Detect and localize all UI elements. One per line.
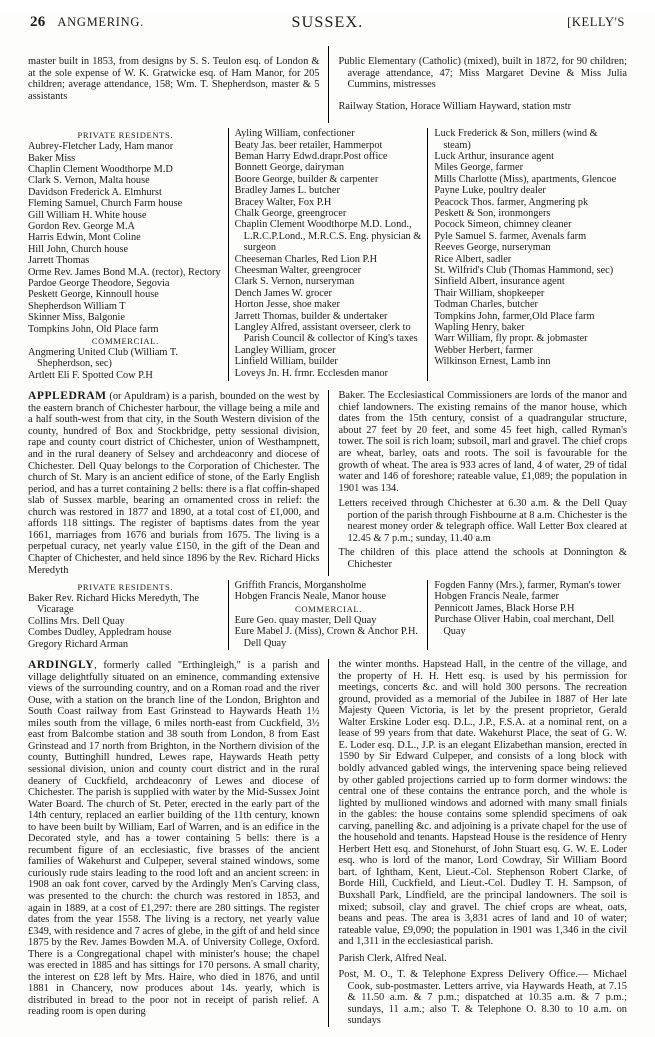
commercial-heading: COMMERCIAL. [91,336,159,347]
running-head-county: SUSSEX. [291,14,364,31]
angmering-col-2 [228,128,428,381]
directory-entry: Shepherdson William T [28,300,126,312]
directory-entry: Sinfield Albert, insurance agent [434,276,565,288]
directory-entry: Horton Jesse, shoe maker [234,299,340,311]
appledram-place-name: APPLEDRAM [28,389,107,403]
angmering-continued-block [28,46,627,123]
directory-entry: Ayling William, confectioner [234,128,355,140]
directory-entry: Pennicott James, Black Horse P.H [434,602,575,614]
directory-entry: Artlett Eli F. Spotted Cow P.H [28,369,153,381]
ardingly-body-left: , formerly called "Erthingleigh," is a parish and village delightfully situated on an eminence, commanding extensive views of the surrounding country, and on a Roman road and the river Ouse, with a station on the branch line of the London, Brighton and South Coast railway from East Grinstead to Haywards Heath 1½ miles south from the village, 6 miles north-east from Cuckfield, 3½ east from Balcombe station and 38 south from London, 8 from East Grinstead and 17 north from Brighton, in the Northern division of the county, Buttinghill hundred, Lewes rape, Haywards Heath petty sessional division, union and county court district and in the rural deanery of Cuckfield, archdeaconry of Lewes and diocese of Chichester. The parish is supplied with water by the Mid-Sussex Joint Water Board. The church of St. Peter, erected in the early part of the 14th century, replaced an earlier building of the 11th century, known to have been built by William, Earl of Warren, and is an edifice in the Decorated style, and has a tower containing 5 bells: there is a recumbent figure of an ecclesiastic, five brasses of the ancient families of Wakehurst and Culpeper, several stained windows, some curiously rude stairs leading to the rood loft and an ancient screen: in 1908 an oak font cover, carved by the Ardingly Men's Carving class, was presented to the church: the church was restored in 1853, and again in 1889, at a cost of £1,297: there are 280 sittings. The register dates from the year 1558. The living is a rectory, net yearly value £349, with residence and 7 acres of glebe, in the gift of and held since 1875 by the Rev. James Bowden M.A. of University College, Oxford. There is a Congregational chapel with minister's house; the chapel was erected in 1885 and has sittings for 170 persons. A small charity, the interest on £28 left by Mrs. Haire, who died in 1876, and until 1881 in Chancery, now produces about 14s. yearly, which is distributed in bread to the poor not in receipt of parish relief. A reading room is open during [28,660,320,1018]
directory-entry: Webber Herbert, farmer [434,344,533,356]
angmering-commercial-list-1 [28,347,223,381]
appledram-body-right: Baker. The Ecclesiastical Commissioners are lords of the manor and chief landowners. The existing remains of the manor house, which dates from the 15th century, consist of a quadrangular structure, about 27 feet by 20 feet, and some 45 feet high, called Ryman's tower. The soil is rich loam; subsoil, marl and gravel. The chief crops are wheat, barley, oats and roots. The soil is favourable for the growth of wheat. The area is 933 acres of land, 4 of water, 29 of tidal water and 146 of foreshore; rateable value, £1,089; the population in 1901 was 134. [338,390,627,494]
angmering-directory [28,128,627,381]
directory-entry: Luck Frederick & Son, millers (wind & steam) [434,128,598,151]
directory-entry: Hobgen Francis Neale, Manor house [234,591,386,603]
angmering-col-3 [427,128,627,381]
appledram-commercial-heading: COMMERCIAL. [294,603,362,614]
directory-entry: St. Wilfrid's Club (Thomas Hammond, sec) [434,265,614,277]
angmering-private-residents-list [28,141,223,335]
directory-entry: Clark S. Vernon, nurseryman [234,276,355,288]
appledram-commercial-list-3 [434,580,627,637]
directory-entry: Harris Edwin, Mont Coline [28,232,141,244]
directory-entry: Langley William, grocer [234,344,336,356]
directory-entry: Pyle Samuel S. farmer, Avenals farm [434,230,587,242]
appledram-col-2 [228,580,428,650]
running-head-place: ANGMERING. [57,15,144,29]
directory-entry: Pocock Simeon, chimney cleaner [434,219,572,231]
appledram-col-3 [427,580,627,650]
directory-entry: Eure Mabel J. (Miss), Crown & Anchor P.H. Dell Quay [234,626,418,649]
directory-entry: Purchase Oliver Habin, coal merchant, Dell Quay [434,614,615,637]
ardingly-body-right: the winter months. Hapstead Hall, in the centre of the village, and the property of H. H. Hett esq. is used by his permission for meetings, concerts &c. and will hold 300 persons. The recreation ground, provided as a memorial of the Jubilee in 1887 of Her late Majesty Queen Victoria, is let by the present proprietor, Gerald Walter Erskine Loder esq. D.L., J.P., F.S.A. at a nominal rent, on a lease of 99 years from that date. Wakehurst Place, the seat of G. W. E. Loder esq. D.L., J.P. is an elegant Elizabethan mansion, erected in 1590 by Sir Edward Culpeper, and consists of a long block with boldly advanced gabled wings, the intervening space being relieved by other gabled projections carried up to form dormer windows: the central one of these contains the entrance porch, and the whole is lighted by mullioned windows and adorned with many small finials in the gables: the house contains some splendid specimens of oak carving, panelling &c. and adjoining is a private chapel for the use of the household and tenants. Hapstead House is the residence of Henry Herbert Hett esq. and Stonehurst, of John Stuart esq. G. W. E. Loder esq. who is lord of the manor, Lord Cowdray, Sir William Boord bart. of Ightham, Kent, Lieut.-Col. Stephenson Robert Clarke, of Borde Hill, Cuckfield, and Lieut.-Col. Dudley T. H. Sampson, of Buxshall Park, Lindfield, are the principal landowners. The soil is mixed; subsoil, clay and gravel. The chief crops are wheat, oats, beans and peas. The area is 3,831 acres of land and 10 of water; rateable value, £9,090; the population in 1901 was 1,346 in the civil and 1,311 in the ecclesiastical parish. [338,659,627,948]
directory-entry: Griffith Francis, Morgansholme [234,580,367,592]
directory-entry: Collins Mrs. Dell Quay [28,615,125,627]
directory-entry: Chalk George, greengrocer [234,208,347,220]
page-number: 26 [30,14,46,30]
ardingly-place-name: ARDINGLY [28,658,95,672]
ardingly-article [28,659,627,1027]
directory-entry: Combes Dudley, Appledram house [28,627,172,639]
directory-entry: Langley Alfred, assistant overseer, clerk to Parish Council & collector of King's taxes [234,322,418,345]
appledram-article [28,390,627,576]
directory-entry: Tompkins John, farmer,Old Place farm [434,310,595,322]
appledram-private-residents-heading: PRIVATE RESIDENTS. [77,582,174,593]
directory-entry: Angmering United Club (William T. Shepherdson, sec) [28,347,178,370]
directory-entry: Clark S. Vernon, Malta house [28,175,150,187]
directory-entry: Aubrey-Fletcher Lady, Ham manor [28,141,174,153]
directory-entry: Baker Rev. Richard Hicks Meredyth, The Vicarage [28,593,199,616]
directory-entry: Bradley James L. butcher [234,185,340,197]
directory-entry: Thair William, shopkeeper [434,287,545,299]
appledram-post-note: Letters received through Chichester at 6.30 a.m. & the Dell Quay portion of the parish through Fishbourne at 8 a.m. Chichester is the nearest money order & telegraph office. Wall Letter Box cleared at 12.45 & 7 p.m.; sunday, 11.40 a.m [338,498,627,544]
directory-entry: Cheesman Walter, greengrocer [234,265,362,277]
ardingly-article-text-left [28,659,320,1018]
directory-entry: Loveys Jn. H. frmr. Ecclesden manor [234,367,388,379]
appledram-body-left: (or Apuldram) is a parish, bounded on the west by the eastern branch of Chichester harbour, the village being a mile and a half south-west from that city, in the South Western division of the county, hundred of Box and Stockbridge, petty sessional division, rape and county court district of Chichester, union of Westhampnett, and in the rural deanery of Selsey and archdeaconry and diocese of Chichester. Dell Quay belongs to the Corporation of Chichester. The church of St. Mary is an ancient edifice of stone, of the Early English period, and has a turret containing 2 bells: there is a flat coffin-shaped slab of Sussex marble, bearing an ornamented cross in relief: the church was restored in 1877 and 1890, at a total cost of £1,000, and affords 118 sittings. The register of baptisms dates from the year 1661, marriages from 1676 and burials from 1675. The living is a perpetual curacy, net yearly value £150, in the gift of the Dean and Chapter of Chichester, and held since 1896 by the Rev. Richard Hicks Meredyth [28,391,320,576]
directory-entry: Payne Luke, poultry dealer [434,185,546,197]
appledram-residents-list-2 [235,580,423,603]
angmering-col-1 [28,128,228,381]
directory-entry: Pardoe George Theodore, Segovia [28,278,170,290]
directory-entry: Peskett George, Kinnoull house [28,289,159,301]
directory-entry: Todman Charles, butcher [434,299,538,311]
directory-entry: Boore George, builder & carpenter [234,173,379,185]
directory-entry: Fogden Fanny (Mrs.), farmer, Ryman's tower [434,580,621,592]
directory-entry: Miles George, farmer [434,162,524,174]
angmering-continued-left-col [28,46,328,123]
appledram-residents-list-1 [28,593,223,650]
directory-entry: Beaty Jas. beer retailer, Hammerpot [234,139,383,151]
directory-entry: Mills Charlotte (Miss), apartments, Glencoe [434,173,617,185]
directory-entry: Bonnett George, dairyman [234,162,344,174]
directory-page [0,14,655,1037]
directory-entry: Chaplin Clement Woodthorpe M.D. Lond., L.R.C.P.Lond., M.R.C.S. Eng. physician & surgeon [234,219,422,254]
directory-entry: Cheeseman Charles, Red Lion P.H [234,253,378,265]
angmering-catholic-school-note: Public Elementary (Catholic) (mixed), built in 1872, for 90 children; average attendance, 47; Miss Margaret Devine & Miss Julia Cummins, mistresses [338,56,627,91]
running-head-publisher: [KELLY'S [567,15,625,29]
directory-entry: Hill John, Church house [28,243,129,255]
directory-entry: Davidson Frederick A. Elmhurst [28,186,162,198]
directory-entry: Luck Arthur, insurance agent [434,150,554,162]
directory-entry: Gregory Richard Arman [28,638,129,650]
directory-entry: Chaplin Clement Woodthorpe M.D [28,163,173,175]
appledram-directory [28,580,627,650]
ardingly-article-right [328,659,628,1027]
appledram-commercial-list-2 [235,615,423,649]
directory-entry: Peacock Thos. farmer, Angmering pk [434,196,589,208]
running-head [30,14,625,40]
section-spacer-3 [0,650,655,659]
directory-entry: Dench James W. grocer [234,287,332,299]
ardingly-post-office: Post, M. O., T. & Telephone Express Delivery Office.— Michael Cook, sub-postmaster. Letters arrive, via Haywards Heath, at 7.15 & 11.50 a.m. & 7 p.m.; dispatched at 10.35 a.m. & 7 p.m.; sundays, 11 a.m.; also T. & Telephone O. 8.30 to 10 a.m. on sundays [338,969,627,1027]
directory-entry: Jarrett Thomas, builder & undertaker [234,310,388,322]
ardingly-parish-clerk: Parish Clerk, Alfred Neal. [338,952,447,964]
directory-entry: Skinner Miss, Balgonie [28,312,125,324]
appledram-article-right [328,390,628,576]
directory-entry: Orme Rev. James Bond M.A. (rector), Rectory [28,266,221,278]
directory-entry: Wapling Henry, baker [434,322,525,334]
directory-entry: Gordon Rev. George M.A [28,221,135,233]
angmering-continued-right-col [328,46,628,123]
private-residents-heading: PRIVATE RESIDENTS. [77,130,174,141]
directory-entry: Beman Harry Edwd.drapr.Post office [234,150,388,162]
angmering-commercial-list-2 [235,128,423,379]
directory-entry: Rice Albert, sadler [434,253,512,265]
appledram-article-text-left [28,390,320,576]
appledram-col-1 [28,580,228,650]
angmering-railway-station-note: Railway Station, Horace William Hayward, station mstr [338,101,572,113]
ardingly-article-left [28,659,328,1027]
directory-entry: Baker Miss [28,152,76,164]
directory-entry: Tompkins John, Old Place farm [28,323,159,335]
directory-entry: Warr William, fly propr. & jobmaster [434,333,588,345]
directory-entry: Bracey Walter, Fox P.H [234,196,332,208]
directory-entry: Peskett & Son, ironmongers [434,208,551,220]
directory-entry: Gill William H. White house [28,209,147,221]
appledram-article-left [28,390,328,576]
directory-entry: Eure Geo. quay master, Dell Quay [234,614,377,626]
angmering-commercial-list-3 [434,128,627,368]
directory-entry: Reeves George, nurseryman [434,242,551,254]
directory-entry: Hobgen Francis Neale, farmer [434,591,559,603]
directory-entry: Wilkinson Ernest, Lamb inn [434,356,551,368]
directory-entry: Linfield William, builder [234,356,338,368]
angmering-school-note: master built in 1853, from designs by S. S. Teulon esq. of London & at the sole expense of W. K. Gratwicke esq. of Ham Manor, for 205 children; average attendance, 158; Wm. T. Shepherdson, master & 5 assistants [28,56,320,102]
directory-entry: Fleming Samuel, Church Farm house [28,198,183,210]
directory-entry: Jarrett Thomas [28,255,90,267]
appledram-school-note: The children of this place attend the schools at Donnington & Chichester [338,547,627,570]
